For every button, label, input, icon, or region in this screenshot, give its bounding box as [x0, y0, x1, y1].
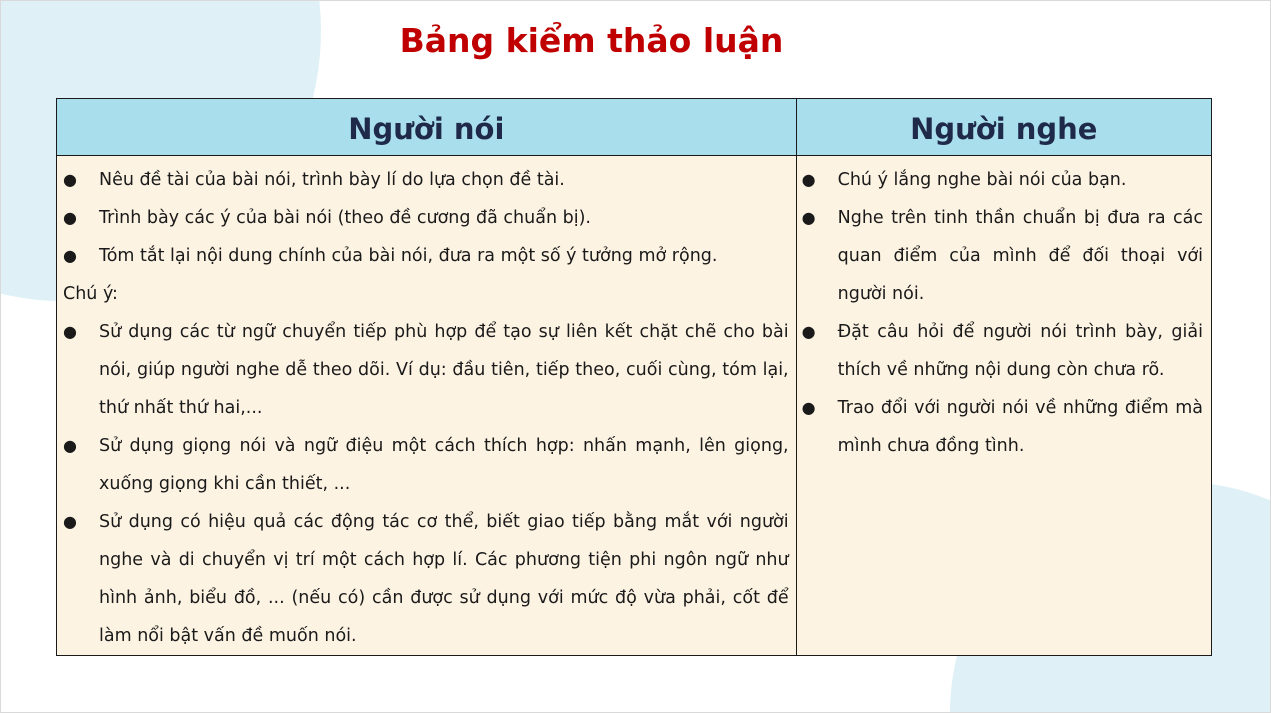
list-item — [802, 313, 1203, 389]
note-item-text: Sử dụng giọng nói và ngữ điệu một cách thích hợp: nhấn mạnh, lên giọng, xuống giọng khi cần thiết, ... — [99, 436, 789, 494]
discussion-checklist-table — [56, 98, 1212, 656]
bullet-icon: ● — [63, 208, 77, 227]
listener-item-text: Đặt câu hỏi để người nói trình bày, giải thích về những nội dung còn chưa rõ. — [837, 322, 1203, 380]
list-item — [802, 389, 1203, 465]
speaker-cell — [57, 156, 797, 656]
bullet-icon: ● — [63, 322, 77, 341]
speaker-column-header: Người nói — [57, 99, 797, 156]
bullet-icon: ● — [63, 512, 77, 531]
slide-title: Bảng kiểm thảo luận — [399, 21, 784, 60]
bullet-icon: ● — [63, 170, 77, 189]
table-header-row — [57, 99, 1212, 156]
bullet-icon: ● — [63, 246, 77, 265]
listener-item-text: Nghe trên tinh thần chuẩn bị đưa ra các quan điểm của mình để đối thoại với người nói. — [837, 208, 1203, 304]
list-item — [802, 161, 1203, 199]
table-body-row — [57, 156, 1212, 656]
list-item — [63, 503, 789, 655]
listener-column-header: Người nghe — [796, 99, 1211, 156]
bullet-icon: ● — [801, 398, 816, 417]
note-item-text: Sử dụng các từ ngữ chuyển tiếp phù hợp để tạo sự liên kết chặt chẽ cho bài nói, giúp người nghe dễ theo dõi. Ví dụ: đầu tiên, tiếp theo, cuối cùng, tóm lại, thứ nhất thứ hai,... — [99, 322, 789, 418]
list-item — [63, 313, 789, 427]
listener-item-text: Chú ý lắng nghe bài nói của bạn. — [837, 170, 1127, 190]
listener-cell — [796, 156, 1211, 656]
list-item — [63, 161, 789, 199]
note-item-text: Sử dụng có hiệu quả các động tác cơ thể, biết giao tiếp bằng mắt với người nghe và di chuyển vị trí một cách hợp lí. Các phương tiện phi ngôn ngữ như hình ảnh, biểu đồ, ... (nếu có) cần được sử dụng với mức độ vừa phải, cốt để làm nổi bật vấn đề muốn nói. — [99, 512, 789, 646]
bullet-icon: ● — [63, 436, 77, 455]
bullet-icon: ● — [801, 322, 816, 341]
listener-item-text: Trao đổi với người nói về những điểm mà mình chưa đồng tình. — [837, 398, 1203, 456]
speaker-item-text: Tóm tắt lại nội dung chính của bài nói, đưa ra một số ý tưởng mở rộng. — [99, 246, 718, 266]
speaker-item-text: Nêu đề tài của bài nói, trình bày lí do lựa chọn đề tài. — [99, 170, 565, 190]
list-item — [802, 199, 1203, 313]
bullet-icon: ● — [801, 208, 816, 227]
note-label: Chú ý: — [63, 284, 118, 304]
list-item — [63, 427, 789, 503]
list-item — [63, 237, 789, 275]
list-item — [63, 199, 789, 237]
bullet-icon: ● — [801, 170, 816, 189]
speaker-item-text: Trình bày các ý của bài nói (theo đề cương đã chuẩn bị). — [99, 208, 591, 228]
